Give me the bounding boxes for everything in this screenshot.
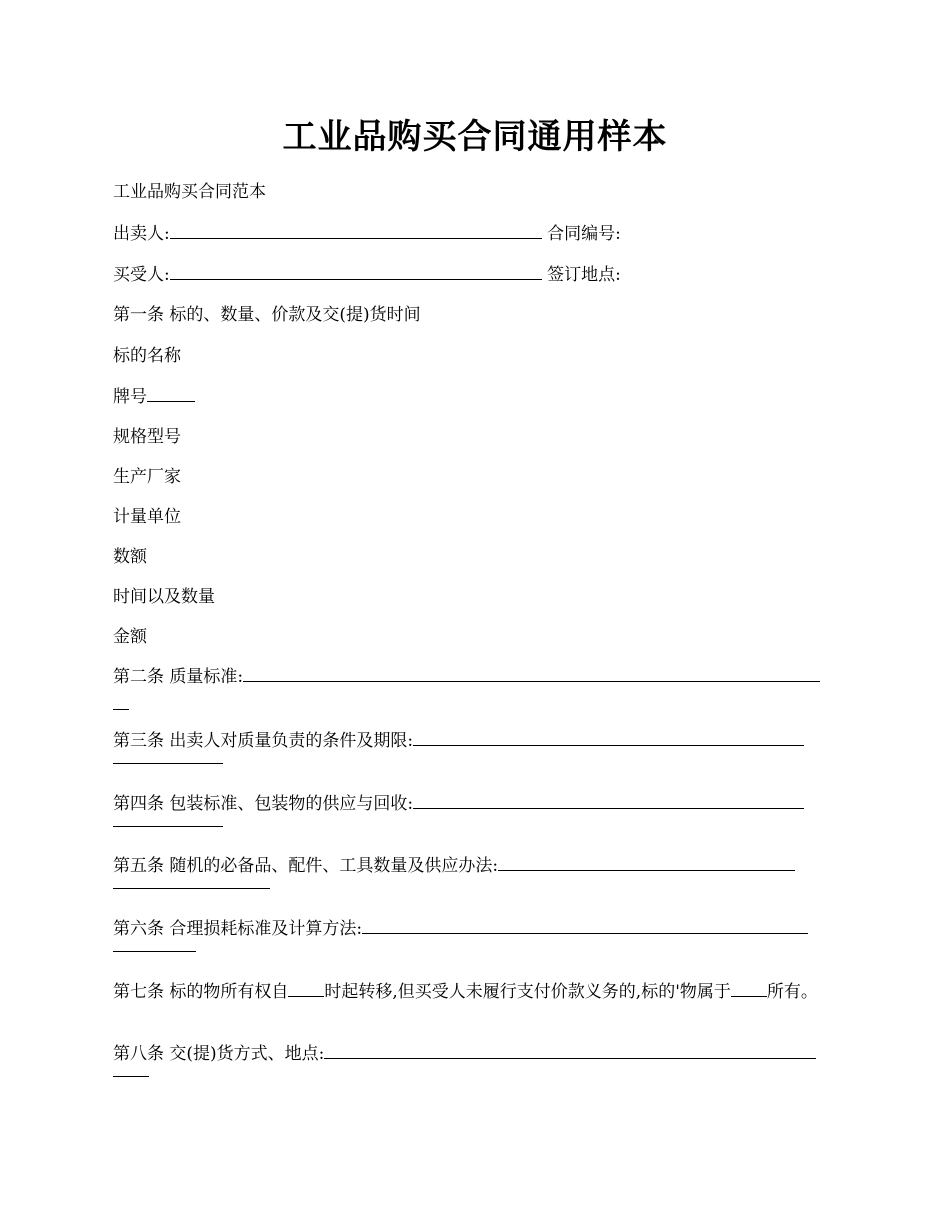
document-title: 工业品购买合同通用样本 (282, 117, 668, 157)
item-name: 标的名称 (113, 346, 181, 366)
spec: 规格型号 (113, 427, 181, 447)
article-7-part-c: 所有。 (766, 982, 818, 1002)
article-4-cont (113, 809, 833, 834)
article-8-blank (324, 1041, 816, 1059)
article-2-blank-cont (113, 692, 129, 710)
seller-label: 出卖人: (113, 224, 170, 244)
article-2 (113, 664, 833, 689)
seller-blank (170, 221, 542, 239)
brand-line (113, 384, 833, 409)
article-1: 第一条 标的、数量、价款及交(提)货时间 (113, 305, 421, 325)
buyer-line (113, 262, 833, 287)
sign-place-label: 签订地点: (547, 265, 621, 285)
article-4-label: 第四条 包装标准、包装物的供应与回收: (113, 794, 414, 814)
article-7-part-b: 时起转移,但买受人未履行支付价款义务的,标的'物属于 (324, 982, 731, 1002)
article-6-cont (113, 934, 833, 959)
brand-blank (147, 384, 195, 402)
amount-count: 数额 (113, 547, 147, 567)
unit: 计量单位 (113, 507, 181, 527)
seller-line (113, 221, 833, 246)
article-8-blank-cont (113, 1059, 149, 1077)
article-6-blank-cont (113, 934, 196, 952)
article-5-label: 第五条 随机的必备品、配件、工具数量及供应办法: (113, 856, 499, 876)
article-7-blank-2 (731, 979, 767, 997)
money: 金额 (113, 627, 147, 647)
time-quantity: 时间以及数量 (113, 587, 215, 607)
article-6-blank (362, 916, 808, 934)
article-3-label: 第三条 出卖人对质量负责的条件及期限: (113, 731, 414, 751)
document-subtitle: 工业品购买合同范本 (113, 182, 266, 202)
article-3-blank (413, 728, 804, 746)
article-4-blank (413, 791, 804, 809)
article-6-label: 第六条 合理损耗标准及计算方法: (113, 919, 363, 939)
article-5-blank (498, 853, 795, 871)
article-8-cont (113, 1059, 833, 1084)
article-7 (113, 979, 839, 1004)
buyer-label: 买受人: (113, 265, 170, 285)
article-2-blank (243, 664, 820, 682)
contract-no-label: 合同编号: (547, 224, 621, 244)
brand-label: 牌号 (113, 387, 147, 407)
article-8-label: 第八条 交(提)货方式、地点: (113, 1044, 325, 1064)
manufacturer: 生产厂家 (113, 467, 181, 487)
article-5-blank-cont (113, 871, 270, 889)
article-7-blank-1 (288, 979, 324, 997)
article-7-part-a: 第七条 标的物所有权自 (113, 982, 289, 1002)
article-2-cont (113, 692, 833, 717)
buyer-blank (170, 262, 542, 280)
article-5-cont (113, 871, 833, 896)
article-4-blank-cont (113, 809, 223, 827)
article-3-cont (113, 746, 833, 771)
article-2-label: 第二条 质量标准: (113, 667, 244, 687)
article-3-blank-cont (113, 746, 223, 764)
